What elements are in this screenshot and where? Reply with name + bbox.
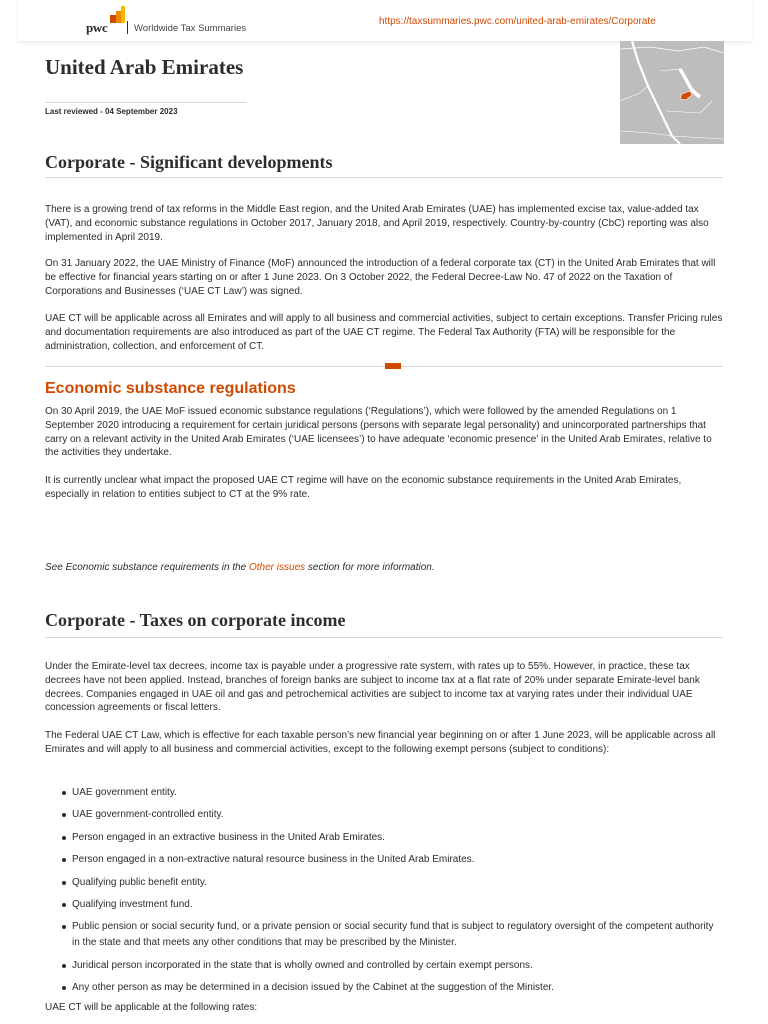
list-item: Qualifying public benefit entity.	[72, 875, 722, 891]
header-divider	[127, 21, 128, 34]
list-item: Any other person as may be determined in a decision issued by the Cabinet at the suggestion of the Minister.	[72, 980, 722, 996]
list-item: Qualifying investment fund.	[72, 897, 722, 913]
paragraph: UAE CT will be applicable across all Emirates and will apply to all business and commercial activities, subject to certain exceptions. Transfer Pricing rules and documentation requirements are also introduced as part of the UAE CT regime. The Federal Tax Authority (FTA) will be responsible for the administration, collection, and enforcement of CT.	[45, 313, 723, 352]
section-rule	[45, 637, 723, 638]
list-item: Public pension or social security fund, or a private pension or social security fund that is subject to regulatory oversight of the competent authority in the state and that meets any other conditions that may be prescribed by the Minister.	[72, 919, 722, 951]
list-item: Person engaged in an extractive business in the United Arab Emirates.	[72, 830, 722, 846]
section-title-taxes-on-corporate-income: Corporate - Taxes on corporate income	[45, 610, 346, 630]
see-also-text: See Economic substance requirements in the	[45, 562, 249, 573]
list-item: Person engaged in a non-extractive natural resource business in the United Arab Emirates.	[72, 852, 722, 868]
exempt-persons-list	[72, 785, 722, 1003]
list-item: Juridical person incorporated in the state that is wholly owned and controlled by certain exempt persons.	[72, 958, 722, 974]
paragraph: Under the Emirate-level tax decrees, income tax is payable under a progressive rate system, with rates up to 55%. However, in practice, these tax decrees have not been applied. Instead, branches of foreign banks are subject to income tax at a flat rate of 20% under separate Emirate-level bank decrees. Companies engaged in UAE oil and gas and petrochemical activities are subject to income tax at varying rates under their individual UAE concession agreements or fiscal letters.	[45, 661, 700, 714]
paragraph: On 31 January 2022, the UAE Ministry of Finance (MoF) announced the introduction of a federal corporate tax (CT) in the United Arab Emirates that will be effective for financial years starting on or after 1 June 2023. On 3 October 2022, the Federal Decree-Law No. 47 of 2022 on the Taxation of Corporations and Businesses (‘UAE CT Law’) was signed.	[45, 258, 716, 297]
logo-bar-yellow	[121, 6, 125, 23]
list-item: UAE government entity.	[72, 785, 722, 801]
site-header	[18, 0, 752, 41]
see-also-text-end: section for more information.	[305, 562, 435, 573]
title-rule	[45, 102, 247, 103]
other-issues-link[interactable]: Other issues	[249, 562, 306, 573]
paragraph: The Federal UAE CT Law, which is effective for each taxable person’s new financial year beginning on or after 1 June 2023, will be applicable across all Emirates and will apply to all business and commercial activities, except to the following exempt persons (subject to conditions):	[45, 730, 716, 755]
paragraph: It is currently unclear what impact the proposed UAE CT regime will have on the economic substance requirements in the United Arab Emirates, especially in relation to entities subject to CT at the 9% rate.	[45, 475, 682, 500]
last-reviewed-date: Last reviewed - 04 September 2023	[45, 107, 178, 116]
paragraph: There is a growing trend of tax reforms in the Middle East region, and the United Arab Emirates (UAE) has implemented excise tax, value-added tax (VAT), and economic substance regulations in October 2017, January 2018, and April 2019, respectively. Country-by-country (CbC) reporting was also implemented in April 2019.	[45, 204, 709, 243]
section-marker	[385, 363, 401, 369]
site-name[interactable]: Worldwide Tax Summaries	[134, 23, 247, 34]
heading-economic-substance: Economic substance regulations	[45, 380, 296, 397]
page-url-link[interactable]: https://taxsummaries.pwc.com/united-arab-emirates/Corporate	[379, 16, 656, 27]
logo-wordmark: pwc	[86, 20, 108, 35]
section-title-significant-developments: Corporate - Significant developments	[45, 152, 333, 172]
rates-intro: UAE CT will be applicable at the following rates:	[45, 1002, 258, 1013]
page-title: United Arab Emirates	[45, 55, 244, 79]
see-also-note	[45, 561, 723, 575]
map-graphic	[620, 41, 724, 144]
section-rule	[45, 177, 723, 178]
country-location-map	[620, 41, 724, 144]
section-rule	[45, 366, 723, 367]
paragraph: On 30 April 2019, the UAE MoF issued economic substance regulations (‘Regulations’), which were followed by the amended Regulations on 1 September 2020 introducing a requirement for certain juridical persons (persons with separate legal personality) and unincorporated partnerships that carry on a relevant activity in the United Arab Emirates (‘UAE licensees’) to have adequate ‘economic presence’ in the United Arab Emirates, relative to the activities they undertake.	[45, 406, 712, 459]
list-item: UAE government-controlled entity.	[72, 807, 722, 823]
